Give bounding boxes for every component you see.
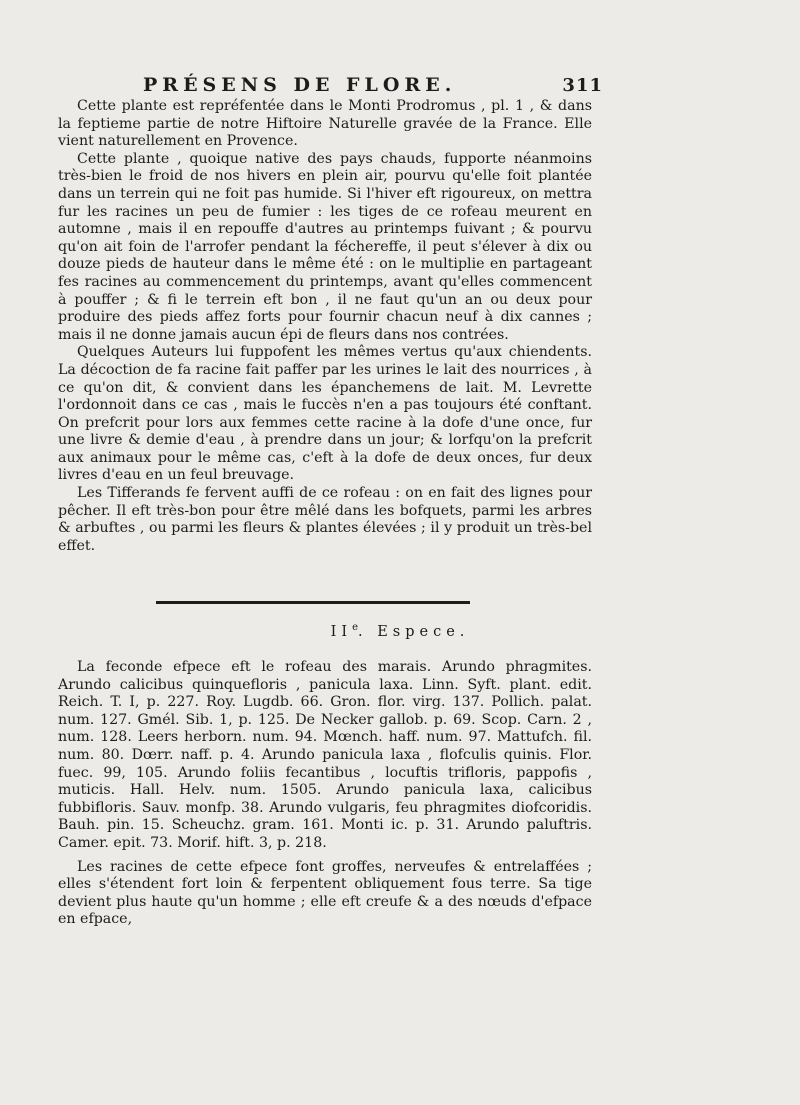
text-block-second bbox=[58, 659, 592, 935]
paragraph: Les Tifferands fe fervent auffi de ce rofeau : on en fait des lignes pour pêcher. Il eft très-bon pour être mêlé dans les bofquets, parmi les arbres & arbuftes , ou parmi les fleurs & plantes élevées ; il y produit un très-bel effet. bbox=[58, 485, 592, 554]
paragraph: Quelques Auteurs lui fuppofent les mêmes vertus qu'aux chiendents. La décoction de fa racine fait paffer par les urines le lait des nourrices , à ce qu'on dit, & convient dans les épanchemens de lait. M. Levrette l'ordonnoit dans ce cas , mais le fuccès n'en a pas toujours été conftant. On prefcrit pour lors aux femmes cette racine à la dofe d'une once, fur une livre & demie d'eau , à prendre dans un jour; & lorfqu'on la prefcrit aux animaux pour le même cas, c'eft à la dofe de deux onces, fur deux livres d'eau en un feul breuvage. bbox=[58, 344, 592, 484]
section-numeral-sup: e bbox=[352, 622, 358, 633]
paragraph: Cette plante est repréfentée dans le Monti Prodromus , pl. 1 , & dans la feptieme partie de notre Hiftoire Naturelle gravée de la France. Elle vient naturellement en Provence. bbox=[58, 98, 592, 150]
text-block-first bbox=[58, 98, 592, 555]
running-title: PRÉSENS DE FLORE. bbox=[143, 74, 457, 96]
paragraph: Cette plante , quoique native des pays chauds, fupporte néanmoins très-bien le froid de nos hivers en plein air, pourvu qu'elle foit plantée dans un terrein qui ne foit pas humide. Si l'hiver eft rigoureux, on mettra fur les racines un peu de fumier : les tiges de ce rofeau meurent en automne , mais il en repouffe d'autres au printemps fuivant ; & pourvu qu'on ait foin de l'arrofer pendant la féchereffe, il peut s'élever à dix ou douze pieds de hauteur dans le même été : on le multiplie en partageant fes racines au commencement du printemps, avant qu'elles commencent à pouffer ; & fi le terrein eft bon , il ne faut qu'un an ou deux pour produire des pieds affez forts pour fournir chacun neuf à dix cannes ; mais il ne donne jamais aucun épi de fleurs dans nos contrées. bbox=[58, 150, 592, 343]
section-numeral: II bbox=[330, 623, 353, 640]
paragraph: La feconde efpece eft le rofeau des marais. Arundo phragmites. Arundo calicibus quinquefloris , panicula laxa. Linn. Syft. plant. edit. Reich. T. I, p. 227. Roy. Lugdb. 66. Gron. flor. virg. 137. Pollich. palat. num. 127. Gmél. Sib. 1, p. 125. De Necker gallob. p. 69. Scop. Carn. 2 , num. 128. Leers herborn. num. 94. Mœnch. haff. num. 97. Mattufch. fil. num. 80. Dœrr. naff. p. 4. Arundo panicula laxa , flofculis quinis. Flor. fuec. 99, 105. Arundo foliis fecantibus , locuftis trifloris, pappofis , muticis. Hall. Helv. num. 1505. Arundo panicula laxa, calicibus fubbifloris. Sauv. monfp. 38. Arundo vulgaris, feu phragmites diofcoridis. Bauh. pin. 15. Scheuchz. gram. 161. Monti ic. p. 31. Arundo paluftris. Camer. epit. 73. Morif. hift. 3, p. 218. bbox=[58, 659, 592, 851]
section-title: . Espece. bbox=[357, 623, 470, 640]
running-header bbox=[143, 74, 603, 96]
section-heading bbox=[0, 622, 800, 640]
paragraph: Les racines de cette efpece font groffes, nerveufes & entrelaffées ; elles s'étendent fort loin & ferpentent obliquement fous terre. Sa tige devient plus haute qu'un homme ; elle eft creufe & a des nœuds d'efpace en efpace, bbox=[58, 858, 592, 928]
page-number: 311 bbox=[562, 75, 603, 96]
section-divider bbox=[156, 601, 470, 604]
